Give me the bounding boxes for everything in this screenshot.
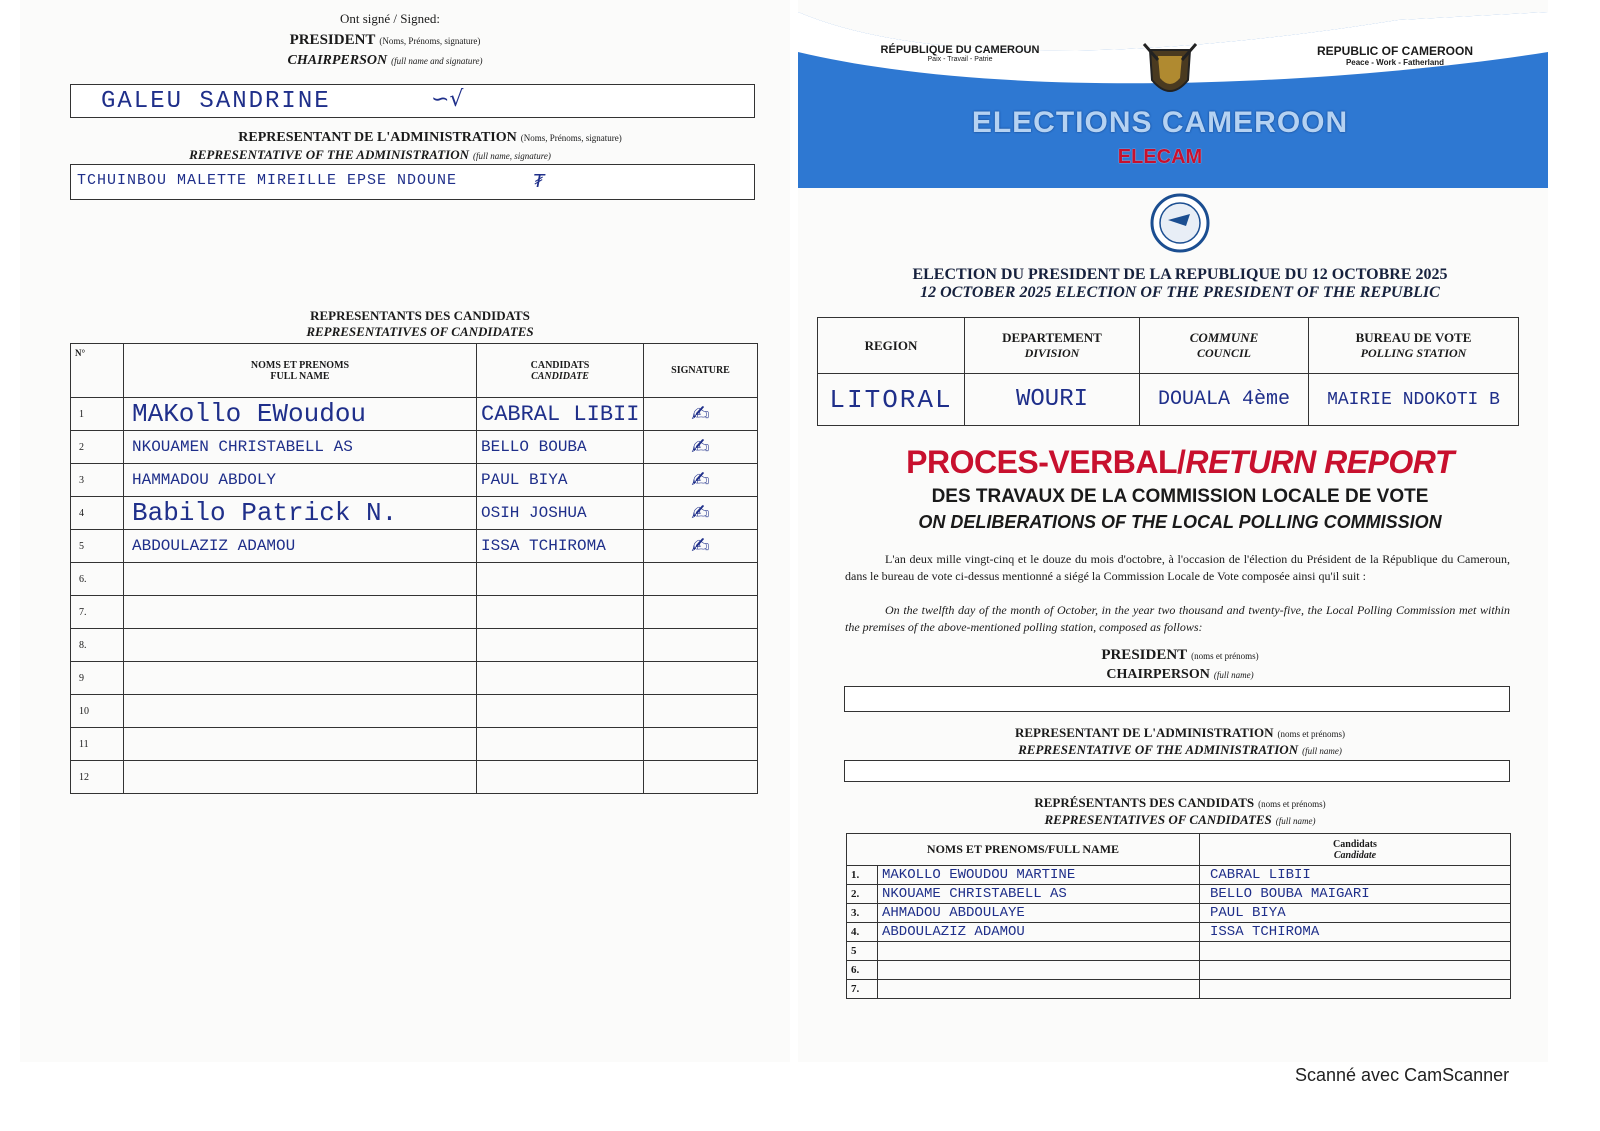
admin-fr-note: (Noms, Prénoms, signature) xyxy=(520,133,622,143)
chairperson-en: CHAIRPERSON xyxy=(287,53,388,68)
admin-en: REPRESENTATIVE OF THE ADMINISTRATION xyxy=(189,147,470,162)
table-row xyxy=(71,530,758,563)
row-signature[interactable] xyxy=(644,563,758,596)
table-row xyxy=(847,904,1511,923)
admin-label xyxy=(140,128,720,146)
candidates-title-en: REPRESENTATIVES OF CANDIDATES xyxy=(306,324,534,339)
president-fr: PRESIDENT xyxy=(289,32,376,48)
chairperson-en-note: (full name and signature) xyxy=(391,56,483,66)
row-name[interactable] xyxy=(878,961,1200,980)
row-number: 11 xyxy=(71,728,124,761)
chairperson-label xyxy=(150,51,620,69)
row-signature[interactable]: ✍ xyxy=(644,530,758,563)
row-name[interactable] xyxy=(124,596,477,629)
row-number: 5 xyxy=(71,530,124,563)
signed-label: Ont signé / Signed: xyxy=(339,11,441,26)
row-candidate[interactable]: ISSA TCHIROMA xyxy=(477,530,644,563)
row-name[interactable]: NKOUAME CHRISTABELL AS xyxy=(878,885,1200,904)
bureau-value[interactable]: MAIRIE NDOKOTI B xyxy=(1309,374,1519,426)
right-candidates-table xyxy=(846,833,1511,999)
row-signature[interactable] xyxy=(644,695,758,728)
row-candidate[interactable] xyxy=(477,629,644,662)
row-candidate[interactable] xyxy=(477,695,644,728)
pv-title xyxy=(820,444,1540,481)
dept-header: DEPARTEMENT DIVISION xyxy=(965,318,1140,374)
row-candidate[interactable]: CABRAL LIBII xyxy=(1200,866,1511,885)
table-row xyxy=(847,885,1511,904)
footer-camscanner: Scanné avec CamScanner xyxy=(1295,1065,1510,1085)
row-candidate[interactable]: BELLO BOUBA MAIGARI xyxy=(1200,885,1511,904)
pv-subtitle-en: ON DELIBERATIONS OF THE LOCAL POLLING COMMISSION xyxy=(918,512,1442,532)
row-number: 2 xyxy=(71,431,124,464)
table-row xyxy=(71,563,758,596)
col-name: NOMS ET PRENOMS FULL NAME xyxy=(124,344,477,398)
table-row xyxy=(847,961,1511,980)
org-name: ELECTIONS CAMEROON xyxy=(971,106,1349,139)
row-number: 3. xyxy=(847,904,878,923)
row-signature[interactable] xyxy=(644,596,758,629)
location-table xyxy=(817,317,1519,426)
election-title-fr: ELECTION DU PRESIDENT DE LA REPUBLIQUE DU 12 OCTOBRE 2025 xyxy=(912,266,1448,283)
row-name[interactable] xyxy=(124,695,477,728)
president-label xyxy=(150,31,620,49)
row-number: 1 xyxy=(71,398,124,431)
right-candidates-en-label: REPRESENTATIVES OF CANDIDATES (full name) xyxy=(1044,812,1316,827)
row-name[interactable] xyxy=(878,980,1200,999)
elecam-seal-icon xyxy=(1146,192,1214,254)
col-candidate: CANDIDATS CANDIDATE xyxy=(477,344,644,398)
table-row xyxy=(71,497,758,530)
commune-value[interactable]: DOUALA 4ème xyxy=(1140,374,1309,426)
row-number: 8. xyxy=(71,629,124,662)
row-candidate[interactable] xyxy=(477,728,644,761)
row-name[interactable]: HAMMADOU ABDOLY xyxy=(124,464,477,497)
table-row xyxy=(71,398,758,431)
candidates-title xyxy=(220,308,620,340)
table-row xyxy=(71,431,758,464)
row-candidate[interactable]: CABRAL LIBII xyxy=(477,398,644,431)
intro-paragraph-en: On the twelfth day of the month of October, in the year two thousand and twenty-five, the Local Polling Commission met within the premises of the above-mentioned polling station, composed as follows: xyxy=(845,603,1510,634)
president-value: GALEU SANDRINE xyxy=(101,88,331,115)
right-admin-label: REPRESENTANT DE L'ADMINISTRATION (noms et prénoms) xyxy=(1014,725,1346,740)
election-title xyxy=(840,266,1520,302)
row-candidate[interactable] xyxy=(1200,942,1511,961)
row-number: 3 xyxy=(71,464,124,497)
row-name[interactable] xyxy=(124,563,477,596)
row-number: 5 xyxy=(847,942,878,961)
row-candidate[interactable]: ISSA TCHIROMA xyxy=(1200,923,1511,942)
row-number: 2. xyxy=(847,885,878,904)
president-field[interactable] xyxy=(70,84,755,118)
region-header: REGION xyxy=(818,318,965,374)
republic-en: REPUBLIC OF CAMEROON Peace - Work - Fatherland xyxy=(1317,44,1473,67)
coat-of-arms-icon xyxy=(1138,40,1202,106)
dept-value[interactable]: WOURI xyxy=(965,374,1140,426)
row-name[interactable] xyxy=(124,728,477,761)
row-candidate[interactable] xyxy=(1200,961,1511,980)
admin-en-label xyxy=(110,146,630,164)
pv-title-en: RETURN REPORT xyxy=(1185,444,1454,480)
row-candidate[interactable] xyxy=(477,761,644,794)
region-value[interactable]: LITORAL xyxy=(818,374,965,426)
right-admin-en-label: REPRESENTATIVE OF THE ADMINISTRATION (full name) xyxy=(1018,742,1342,757)
row-signature[interactable]: ✍ xyxy=(644,398,758,431)
table-row xyxy=(71,728,758,761)
row-candidate[interactable] xyxy=(1200,980,1511,999)
row-name[interactable] xyxy=(124,629,477,662)
org-short: ELECAM xyxy=(1117,146,1203,168)
col-signature: SIGNATURE xyxy=(644,344,758,398)
row-number: 7. xyxy=(71,596,124,629)
president-fr-note: (Noms, Prénoms, signature) xyxy=(379,36,481,46)
row-number: 12 xyxy=(71,761,124,794)
table-row xyxy=(71,596,758,629)
row-number: 6. xyxy=(847,961,878,980)
republic-fr: RÉPUBLIQUE DU CAMEROUN Paix - Travail - Patrie xyxy=(880,44,1040,63)
admin-en-note: (full name, signature) xyxy=(473,151,551,161)
row-signature[interactable] xyxy=(644,728,758,761)
col-num: N° xyxy=(71,344,124,398)
row-name[interactable]: MAKOLLO EWOUDOU MARTINE xyxy=(878,866,1200,885)
pv-title-fr: PROCES-VERBAL/ xyxy=(906,444,1186,480)
row-number: 7. xyxy=(847,980,878,999)
row-number: 10 xyxy=(71,695,124,728)
table-row xyxy=(847,923,1511,942)
election-title-en: 12 OCTOBER 2025 ELECTION OF THE PRESIDENT OF THE REPUBLIC xyxy=(920,284,1440,301)
row-signature[interactable]: ✍ xyxy=(644,464,758,497)
row-signature[interactable] xyxy=(644,761,758,794)
table-row xyxy=(847,866,1511,885)
row-candidate[interactable] xyxy=(477,563,644,596)
right-president-field[interactable] xyxy=(844,686,1510,712)
row-name[interactable]: ABDOULAZIZ ADAMOU xyxy=(878,923,1200,942)
table-row xyxy=(71,464,758,497)
table-row xyxy=(847,980,1511,999)
intro-paragraph-fr: L'an deux mille vingt-cinq et le douze du mois d'octobre, à l'occasion de l'élection du Président de la République du Cameroun, dans le bureau de vote ci-dessus mentionné a siégé la Commission Locale de Vote composée ainsi qu'il suit : xyxy=(845,552,1510,583)
admin-fr: REPRESENTANT DE L'ADMINISTRATION xyxy=(238,130,517,145)
row-signature[interactable] xyxy=(644,629,758,662)
row-name[interactable] xyxy=(124,662,477,695)
row-candidate[interactable]: PAUL BIYA xyxy=(1200,904,1511,923)
left-candidates-table xyxy=(70,343,758,794)
row-name[interactable] xyxy=(124,761,477,794)
table-row xyxy=(71,761,758,794)
right-president-label: PRESIDENT (noms et prénoms) xyxy=(1101,647,1259,663)
row-candidate[interactable] xyxy=(477,596,644,629)
table-row xyxy=(847,942,1511,961)
table-row xyxy=(71,662,758,695)
table-row xyxy=(71,695,758,728)
right-candidates-label: REPRÉSENTANTS DES CANDIDATS (noms et prénoms) xyxy=(1034,795,1326,810)
admin-field[interactable] xyxy=(70,164,755,200)
row-signature[interactable] xyxy=(644,662,758,695)
row-number: 4. xyxy=(847,923,878,942)
row-candidate[interactable] xyxy=(477,662,644,695)
row-signature[interactable]: ✍ xyxy=(644,497,758,530)
right-chair-label: CHAIRPERSON (full name) xyxy=(1106,667,1254,682)
row-name[interactable]: MAKollo EWoudou xyxy=(124,398,477,431)
right-col-name: NOMS ET PRENOMS/FULL NAME xyxy=(847,834,1200,866)
row-name[interactable]: ABDOULAZIZ ADAMOU xyxy=(124,530,477,563)
commune-header: COMMUNE COUNCIL xyxy=(1140,318,1309,374)
row-candidate[interactable]: BELLO BOUBA xyxy=(477,431,644,464)
admin-signature: ₮ xyxy=(533,171,545,192)
pv-subtitle-fr: DES TRAVAUX DE LA COMMISSION LOCALE DE VOTE xyxy=(931,486,1429,507)
row-candidate[interactable]: OSIH JOSHUA xyxy=(477,497,644,530)
row-number: 9 xyxy=(71,662,124,695)
right-admin-field[interactable] xyxy=(844,760,1510,782)
row-name[interactable]: Babilo Patrick N. xyxy=(124,497,477,530)
row-candidate[interactable]: PAUL BIYA xyxy=(477,464,644,497)
president-signature: ∽√ xyxy=(431,87,464,112)
row-name[interactable] xyxy=(878,942,1200,961)
candidates-title-fr: REPRESENTANTS DES CANDIDATS xyxy=(310,308,530,323)
row-number: 4 xyxy=(71,497,124,530)
admin-value: TCHUINBOU MALETTE MIREILLE EPSE NDOUNE xyxy=(77,172,458,189)
bureau-header: BUREAU DE VOTE POLLING STATION xyxy=(1309,318,1519,374)
row-name[interactable]: AHMADOU ABDOULAYE xyxy=(878,904,1200,923)
row-number: 1. xyxy=(847,866,878,885)
row-signature[interactable]: ✍ xyxy=(644,431,758,464)
row-name[interactable]: NKOUAMEN CHRISTABELL AS xyxy=(124,431,477,464)
table-row xyxy=(71,629,758,662)
right-col-candidate: Candidats Candidate xyxy=(1200,834,1511,866)
row-number: 6. xyxy=(71,563,124,596)
